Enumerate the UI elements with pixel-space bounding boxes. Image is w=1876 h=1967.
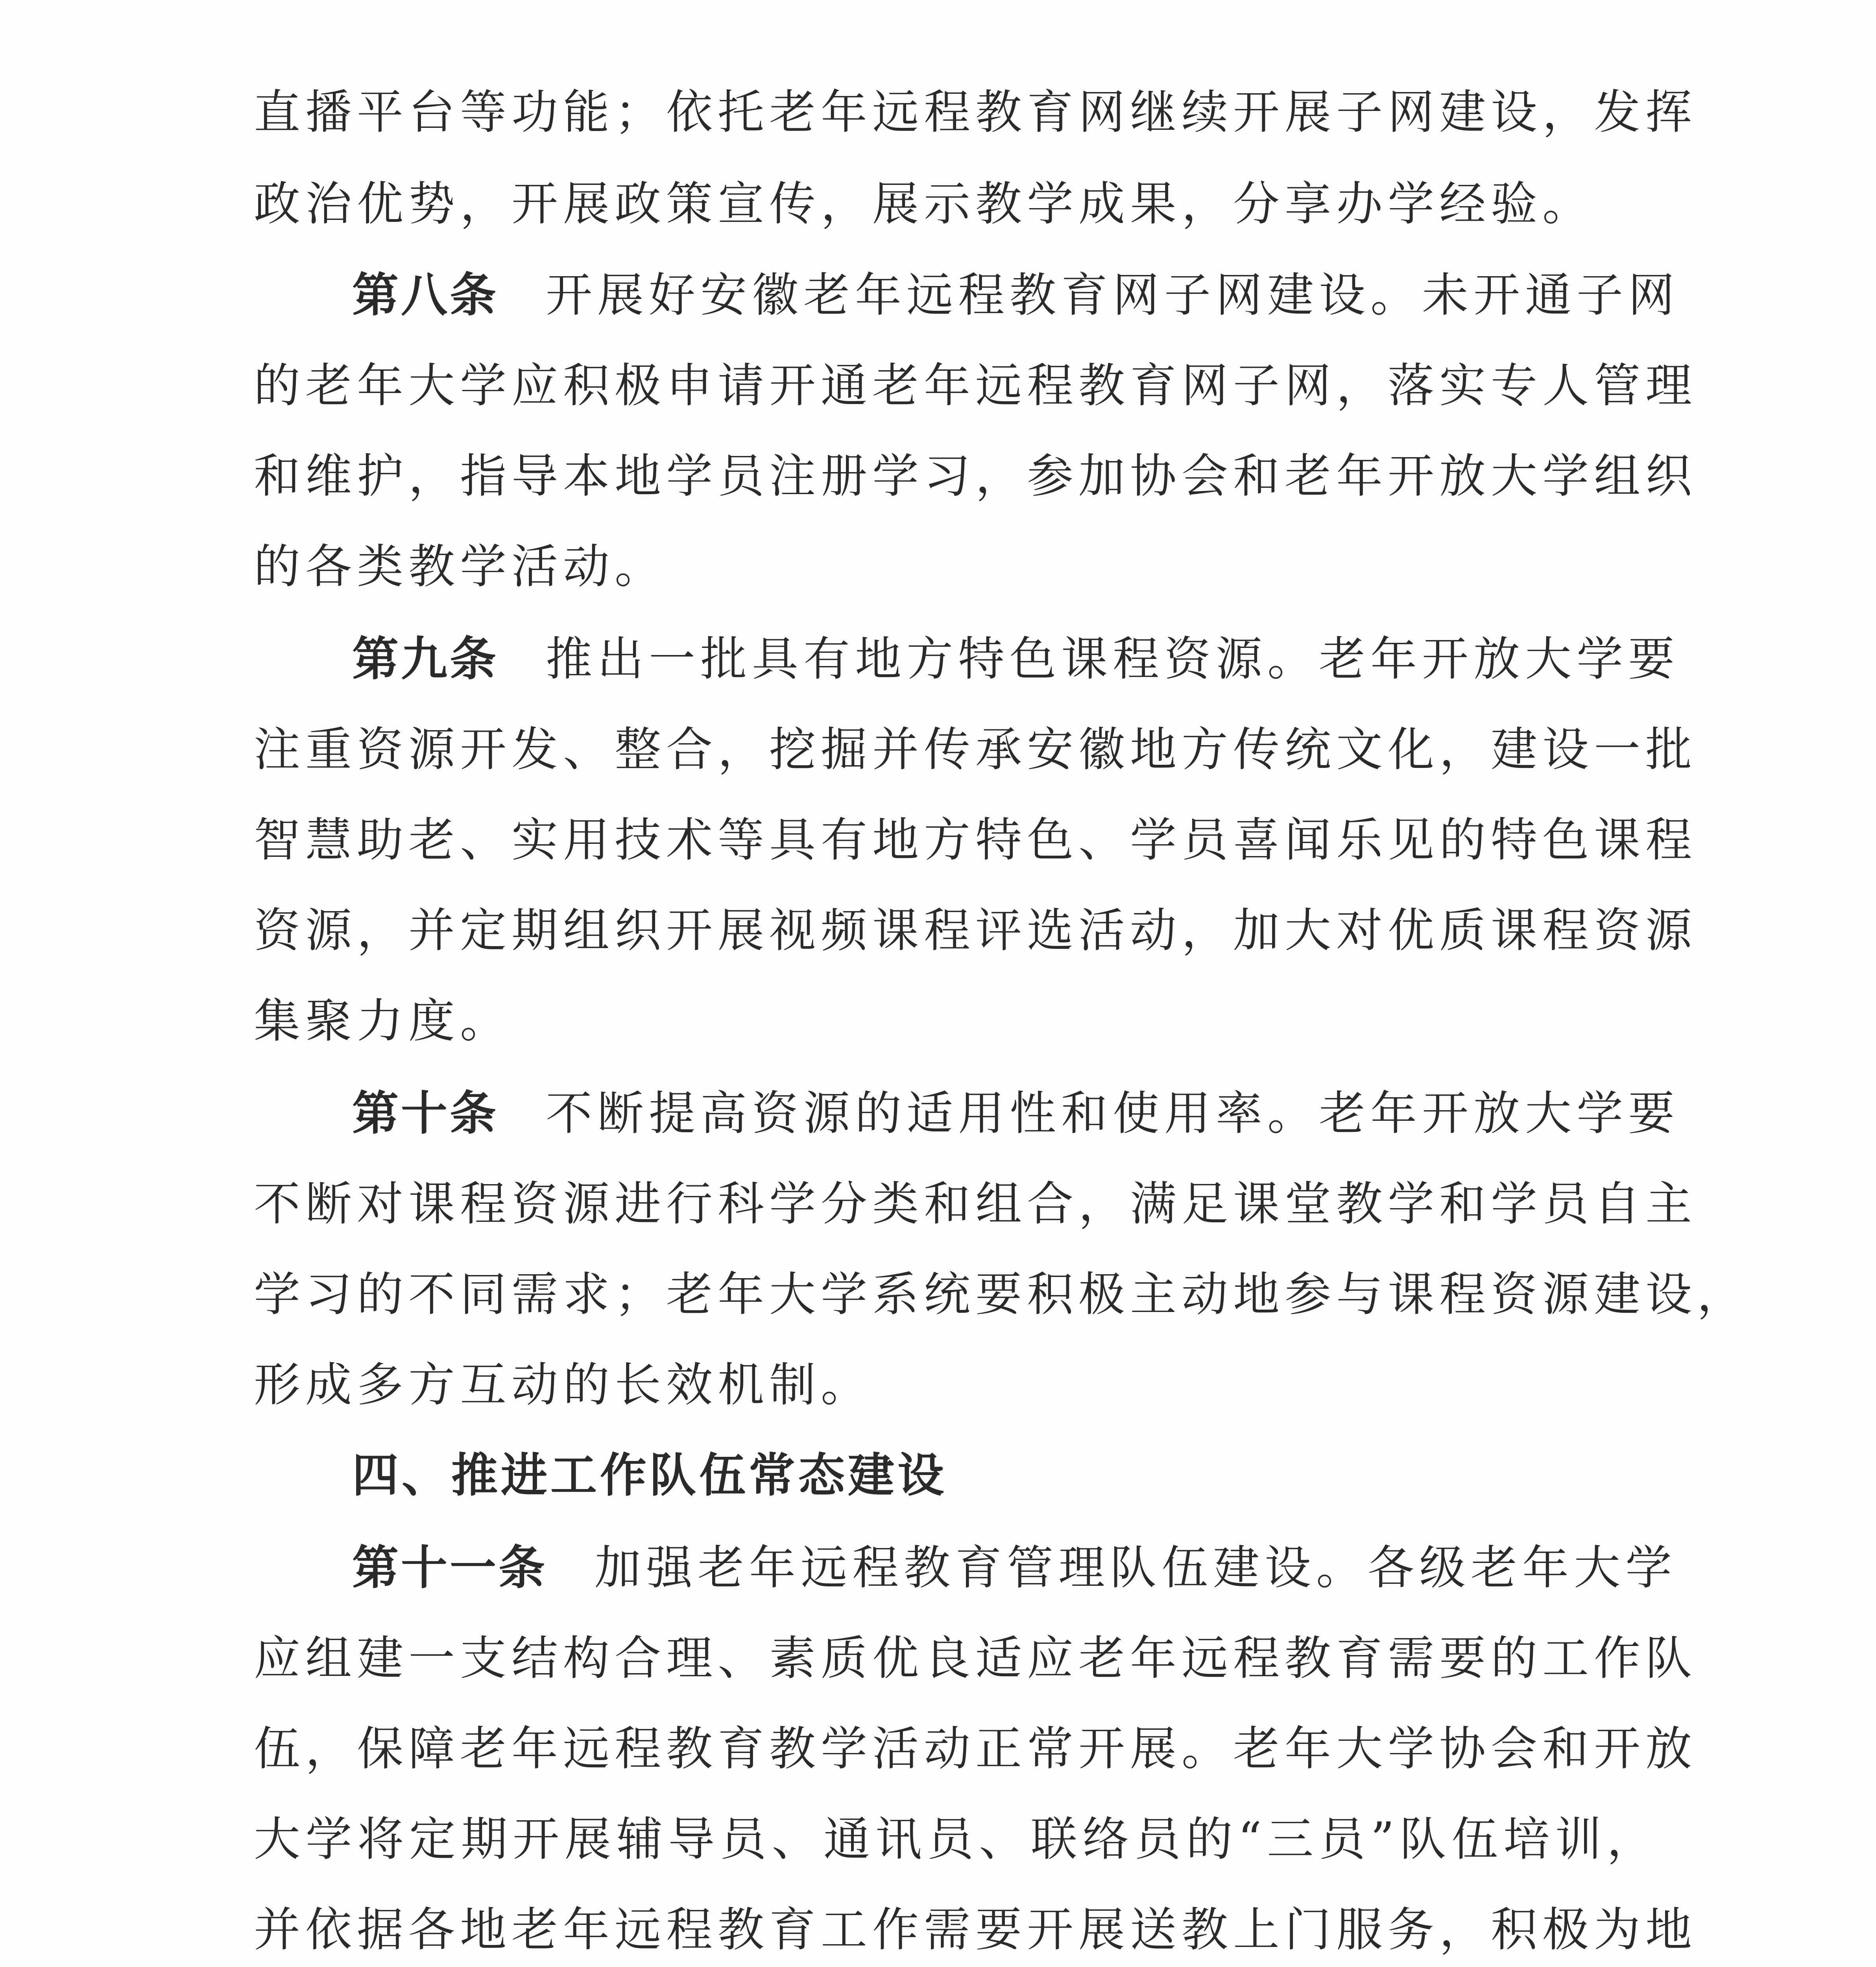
article-text: 加强老年远程教育管理队伍建设。各级老年大学: [595, 1541, 1677, 1595]
article-9-line: [352, 620, 1680, 698]
text-line: 资源，并定期组织开展视频课程评选活动，加大对优质课程资源: [254, 903, 1697, 958]
article-11-line: [352, 1528, 1677, 1607]
article-label: 第十条: [352, 1086, 499, 1140]
article-text: 开展好安徽老年远程教育网子网建设。未开通子网: [546, 268, 1680, 322]
article-text: 不断提高资源的适用性和使用率。老年开放大学要: [546, 1086, 1680, 1140]
text-line: 并依据各地老年远程教育工作需要开展送教上门服务，积极为地: [254, 1902, 1697, 1957]
text-line: 学习的不同需求；老年大学系统要积极主动地参与课程资源建设，: [254, 1267, 1749, 1321]
text-line: 的各类教学活动。: [254, 539, 667, 594]
article-label: 第九条: [352, 632, 499, 686]
text-line: 应组建一支结构合理、素质优良适应老年远程教育需要的工作队: [254, 1631, 1697, 1685]
article-text: 推出一批具有地方特色课程资源。老年开放大学要: [546, 632, 1680, 686]
text-line: 伍，保障老年远程教育教学活动正常开展。老年大学协会和开放: [254, 1722, 1697, 1776]
text-line: 的老年大学应积极申请开通老年远程教育网子网，落实专人管理: [254, 358, 1697, 413]
text-line: 不断对课程资源进行科学分类和组合，满足课堂教学和学员自主: [254, 1177, 1697, 1231]
text-line: 政治优势，开展政策宣传，展示教学成果，分享办学经验。: [254, 177, 1594, 231]
text-line: 直播平台等功能；依托老年远程教育网继续开展子网建设，发挥: [254, 85, 1697, 139]
text-line: 和维护，指导本地学员注册学习，参加协会和老年开放大学组织: [254, 449, 1697, 503]
article-8-line: [352, 256, 1680, 334]
text-line: 集聚力度。: [254, 994, 512, 1048]
text-line: 大学将定期开展辅导员、通讯员、联络员的“三员”队伍培训，: [254, 1812, 1658, 1866]
article-label: 第八条: [352, 268, 499, 322]
article-label: 第十一条: [352, 1541, 548, 1595]
article-10-line: [352, 1074, 1680, 1153]
section-heading: 四、推进工作队伍常态建设: [352, 1448, 947, 1502]
text-line: 形成多方互动的长效机制。: [254, 1358, 873, 1412]
text-line: 智慧助老、实用技术等具有地方特色、学员喜闻乐见的特色课程: [254, 813, 1697, 867]
text-line: 注重资源开发、整合，挖掘并传承安徽地方传统文化，建设一批: [254, 722, 1697, 777]
